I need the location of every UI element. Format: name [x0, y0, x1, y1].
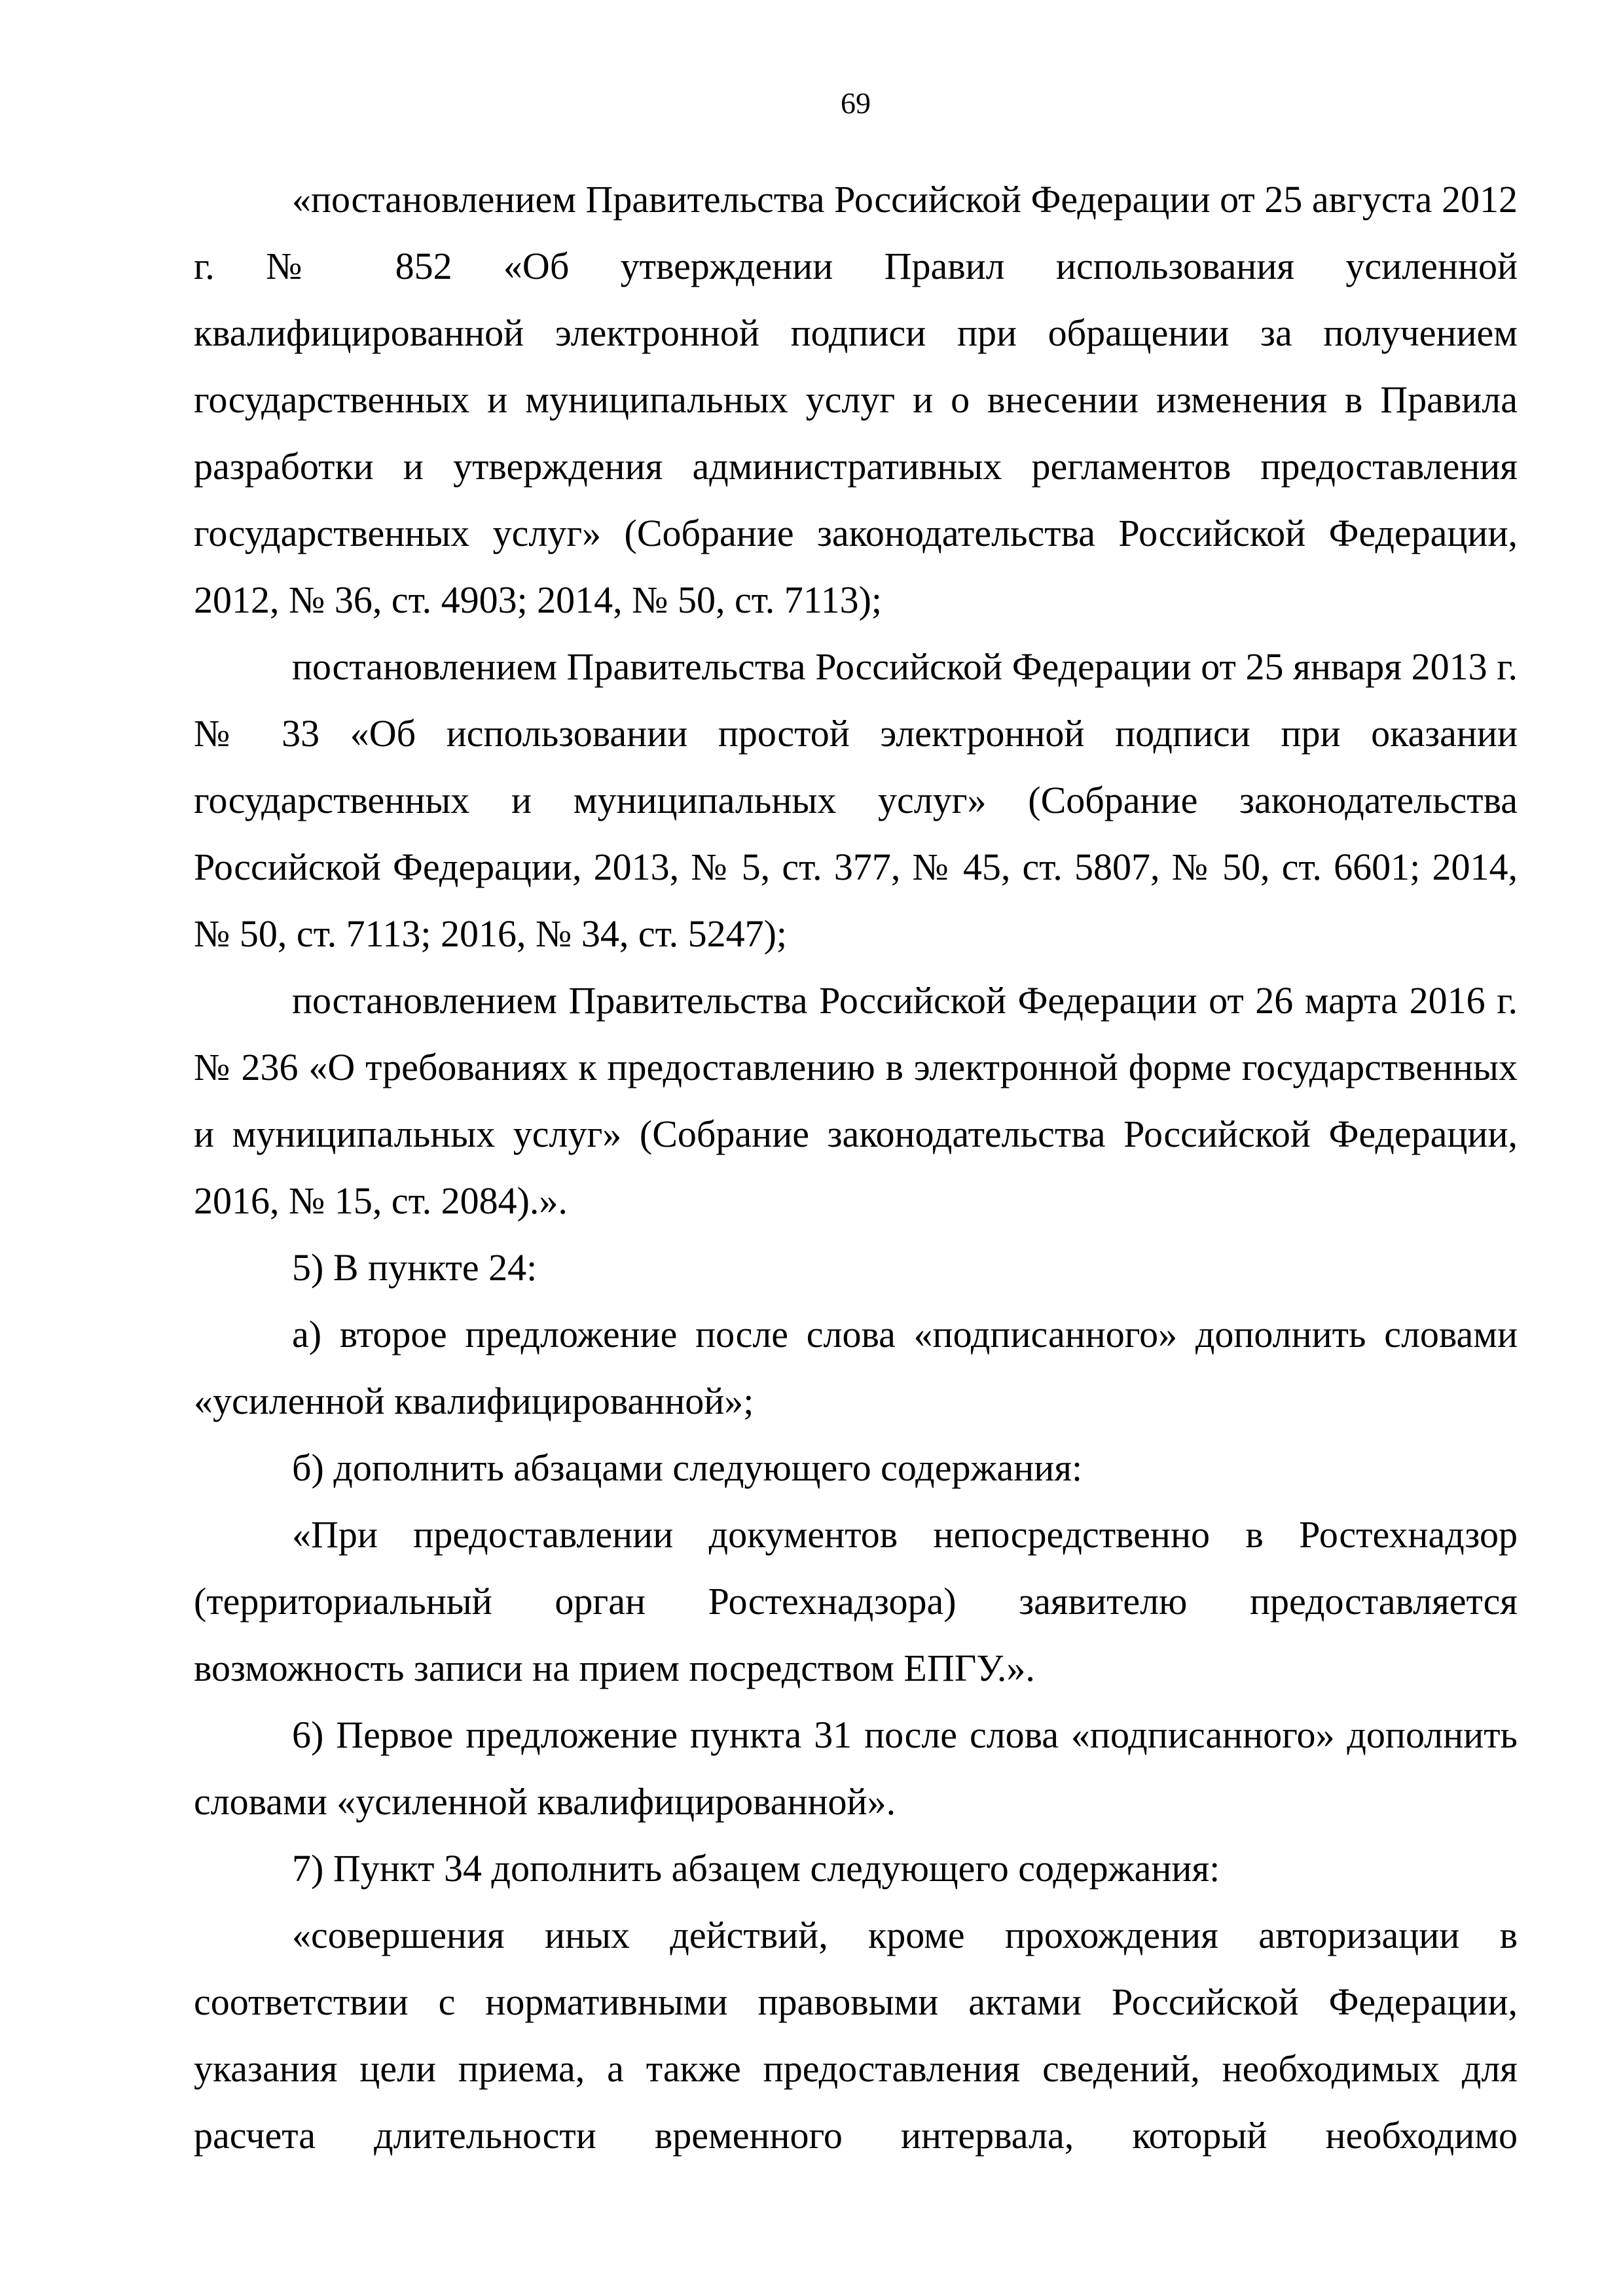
document-body [194, 166, 1518, 2169]
paragraph-item-5a: а) второе предложение после слова «подписанного» дополнить словами «усиленной квалифицированной»; [194, 1313, 1518, 1422]
paragraph-resolution-236: постановлением Правительства Российской Федерации от 26 марта 2016 г. № 236 «О требованиях к предоставлению в электронной форме государственных и муниципальных услуг» (Собрание законодательства Российской Федерации, 2016, № 15, ст. 2084).». [194, 979, 1518, 1222]
paragraph-item-6: 6) Первое предложение пункта 31 после слова «подписанного» дополнить словами «усиленной квалифицированной». [194, 1713, 1518, 1823]
paragraph-resolution-33: постановлением Правительства Российской Федерации от 25 января 2013 г. № 33 «Об использовании простой электронной подписи при оказании государственных и муниципальных услуг» (Собрание законодательства Российской Федерации, 2013, № 5, ст. 377, № 45, ст. 5807, № 50, ст. 6601; 2014, № 50, ст. 7113; 2016, № 34, ст. 5247); [194, 645, 1518, 955]
paragraph-item-5: 5) В пункте 24: [292, 1246, 538, 1289]
paragraph-item-7: 7) Пункт 34 дополнить абзацем следующего содержания: [292, 1847, 1220, 1890]
paragraph-resolution-852: «постановлением Правительства Российской Федерации от 25 августа 2012 г. № 852 «Об утверждении Правил использования усиленной квалифицированной электронной подписи при обращении за получением государственных и муниципальных услуг и о внесении изменения в Правила разработки и утверждения административных регламентов предоставления государственных услуг» (Собрание законодательства Российской Федерации, 2012, № 36, ст. 4903; 2014, № 50, ст. 7113); [194, 178, 1518, 621]
paragraph-quoted-insert: «При предоставлении документов непосредственно в Ростехнадзор (территориальный орган Ростехнадзора) заявителю предоставляется возможность записи на прием посредством ЕПГУ.». [194, 1513, 1518, 1689]
paragraph-quoted-continuation: «совершения иных действий, кроме прохождения авторизации в соответствии с нормативными правовыми актами Российской Федерации, указания цели приема, а также предоставления сведений, необходимых для расчета длительности временного интервала, который необходимо [194, 1914, 1518, 2157]
page-number: 69 [841, 86, 871, 120]
paragraph-item-5b: б) дополнить абзацами следующего содержания: [292, 1446, 1083, 1489]
